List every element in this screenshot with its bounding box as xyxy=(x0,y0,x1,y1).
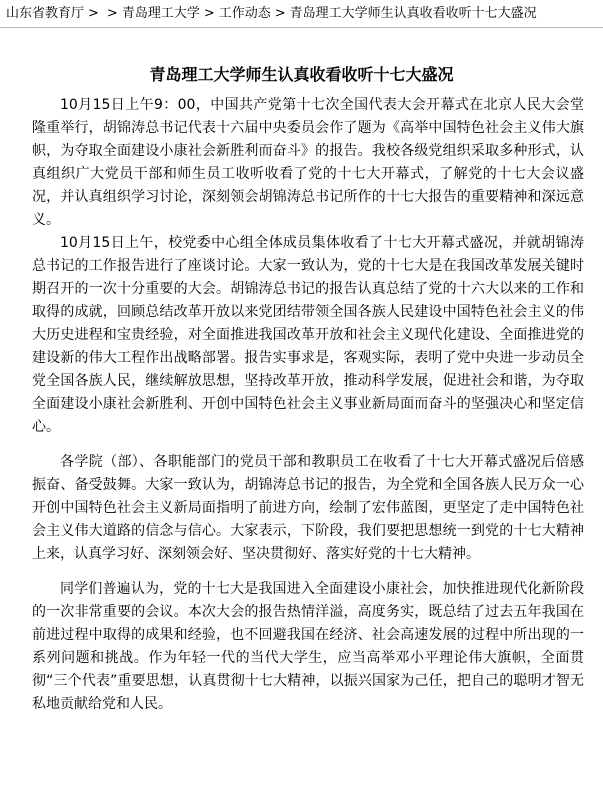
breadcrumb-current-page: 青岛理工大学师生认真收看收听十七大盛况 xyxy=(289,6,537,21)
article-paragraph: 各学院（部）、各职能部门的党员干部和教职员工在收看了十七大开幕式盛况后倍感振奋、备受鼓舞。大家一致认为，胡锦涛总书记的报告，为全党和全国各族人民万众一心开创中国特色社会主义新局面指明了前进方向，绘制了宏伟蓝图，更坚定了走中国特色社会主义伟大道路的信念与信心。大家表示，下阶段，我们要把思想统一到党的十七大精神上来，认真学习好、深刻领会好、坚决贯彻好、落实好党的十七大精神。 xyxy=(32,454,584,562)
article-paragraph: 同学们普遍认为，党的十七大是我国进入全面建设小康社会，加快推进现代化新阶段的一次非常重要的会议。本次大会的报告热情洋溢，高度务实，既总结了过去五年我国在前进过程中取得的成果和经验，也不回避我国在经济、社会高速发展的过程中所出现的一系列问题和挑战。作为年轻一代的当代大学生，应当高举邓小平理论伟大旗帜，全面贯彻“三个代表”重要思想，认真贯彻十七大精神，以振兴国家为己任，把自己的聪明才智无私地贡献给党和人民。 xyxy=(32,581,584,712)
breadcrumb-separator: > xyxy=(88,6,99,21)
article-paragraph: 10月15日上午，校党委中心组全体成员集体收看了十七大开幕式盛况，并就胡锦涛总书记的工作报告进行了座谈讨论。大家一致认为，党的十七大是在我国改革发展关键时期召开的一次十分重要的大会。胡锦涛总书记的报告认真总结了党的十六大以来的工作和取得的成就，回顾总结改革开放以来党团结带领全国各族人民建设中国特色社会主义的伟大历史进程和宝贵经验，对全面推进我国改革开放和社会主义现代化建设、全面推进党的建设新的伟大工程作出战略部署。报告实事求是，客观实际，表明了党中央进一步动员全党全国各族人民，继续解放思想，坚持改革开放，推动科学发展，促进社会和谐，为夺取全面建设小康社会新胜利、开创中国特色社会主义事业新局面而奋斗的坚强决心和坚定信心。 xyxy=(32,235,584,435)
breadcrumb-separator: > xyxy=(203,6,215,21)
breadcrumb-link-work-news[interactable]: 工作动态 xyxy=(218,6,271,21)
article-body xyxy=(32,94,584,716)
breadcrumb xyxy=(0,0,603,28)
breadcrumb-link-university[interactable]: 青岛理工大学 xyxy=(121,6,200,21)
article-paragraph: 10月15日上午9：00，中国共产党第十七次全国代表大会开幕式在北京人民大会堂隆重举行，胡锦涛总书记代表十六届中央委员会作了题为《高举中国特色社会主义伟大旗帜，为夺取全面建设小康社会新胜利而奋斗》的报告。我校各级党组织采取多种形式，认真组织广大党员干部和师生员工收听收看了党的十七大开幕式，了解党的十七大会议盛况，并认真组织学习讨论，深刻领会胡锦涛总书记所作的十七大报告的重要精神和深远意义。 xyxy=(32,97,584,228)
breadcrumb-link-education-dept[interactable]: 山东省教育厅 xyxy=(6,6,85,21)
breadcrumb-separator: > xyxy=(274,6,286,21)
article-title: 青岛理工大学师生认真收看收听十七大盛况 xyxy=(149,64,454,84)
breadcrumb-separator: > xyxy=(106,6,118,21)
